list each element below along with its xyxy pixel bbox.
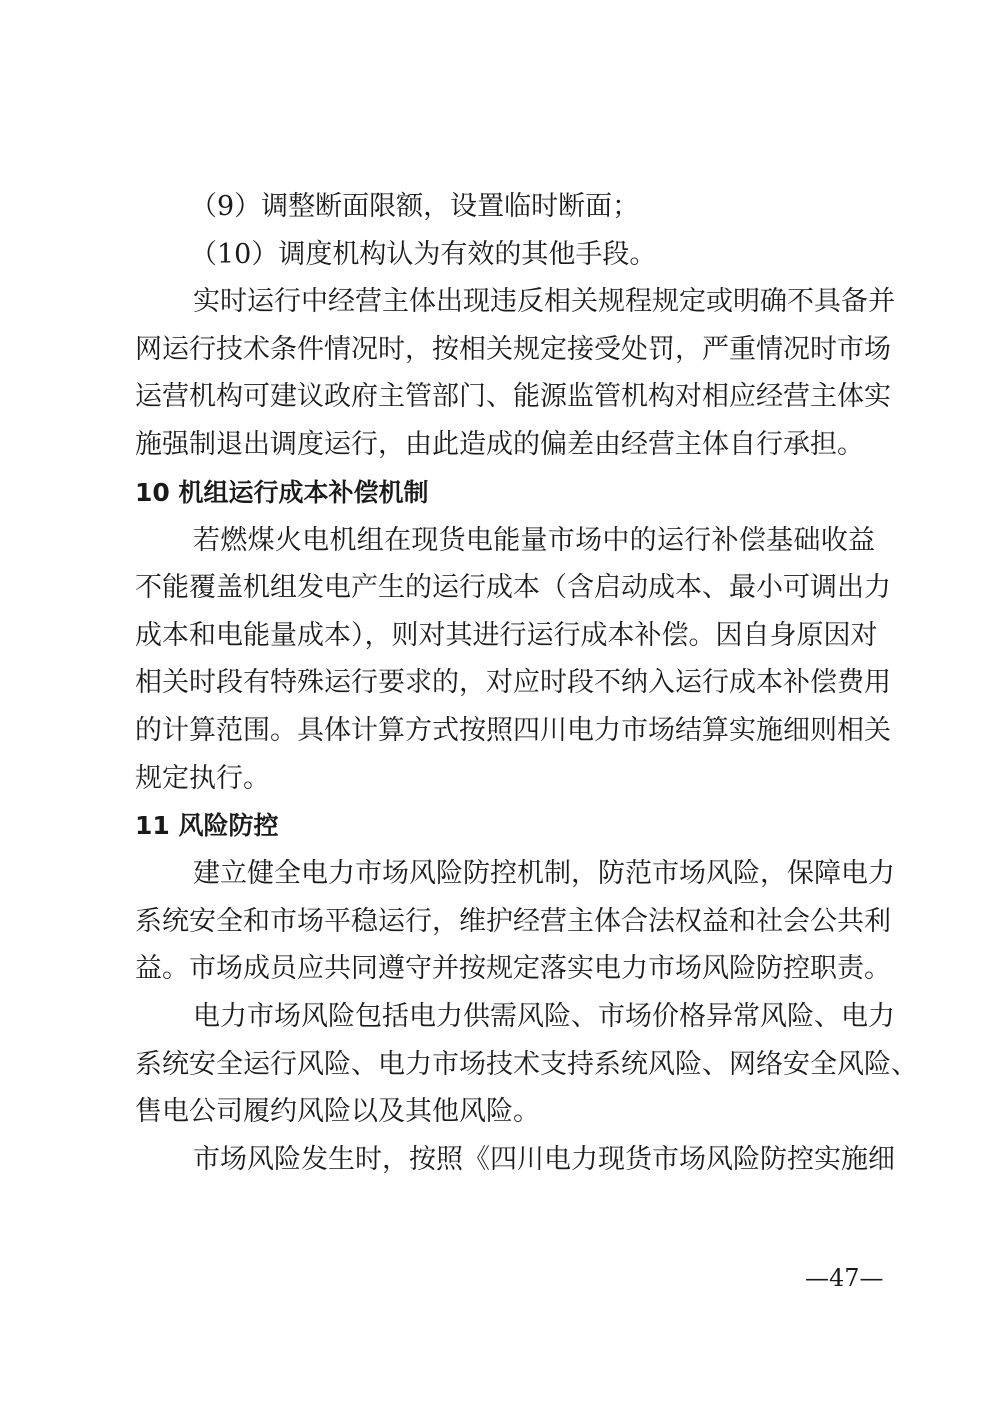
paragraph (135, 993, 918, 1136)
text-line: 不能覆盖机组发电产生的运行成本（含启动成本、最小可调出力 (135, 572, 891, 604)
text-line: 施强制退出调度运行，由此造成的偏差由经营主体自行承担。 (135, 428, 864, 460)
section-heading (135, 802, 875, 850)
paragraph (135, 278, 895, 468)
paragraph (135, 517, 891, 803)
text-line: 益。市场成员应共同遵守并按规定落实电力市场风险防控职责。 (135, 953, 891, 985)
text-line: 系统安全运行风险、电力市场技术支持系统风险、网络安全风险、 (135, 1048, 918, 1080)
text-line: （10）调度机构认为有效的其他手段。 (190, 238, 657, 270)
text-line: 实时运行中经营主体出现违反相关规程规定或明确不具备并 (193, 286, 895, 318)
text-line: 网运行技术条件情况时，按相关规定接受处罚，严重情况时市场 (135, 333, 891, 365)
text-line: 规定执行。 (135, 762, 270, 794)
page-number: —47— (805, 1264, 884, 1292)
text-line: 11 风险防控 (135, 811, 279, 841)
text-line: 运营机构可建议政府主管部门、能源监管机构对相应经营主体实 (135, 381, 891, 413)
text-line: 建立健全电力市场风险防控机制，防范市场风险，保障电力 (193, 858, 895, 890)
text-line: 电力市场风险包括电力供需风险、市场价格异常风险、电力 (193, 1000, 895, 1032)
text-line: 若燃煤火电机组在现货电能量市场中的运行补偿基础收益 (193, 524, 875, 556)
text-line: 相关时段有特殊运行要求的，对应时段不纳入运行成本补偿费用 (135, 667, 891, 699)
text-line: 的计算范围。具体计算方式按照四川电力市场结算实施细则相关 (135, 714, 891, 746)
text-line: 10 机组运行成本补偿机制 (135, 477, 429, 507)
text-line: 市场风险发生时，按照《四川电力现货市场风险防控实施细 (193, 1143, 895, 1175)
paragraph (135, 1136, 895, 1184)
document-body (135, 183, 918, 1183)
text-line: 售电公司履约风险以及其他风险。 (135, 1096, 540, 1128)
paragraph (135, 850, 895, 993)
list-item (135, 183, 875, 231)
section-heading (135, 469, 875, 517)
text-line: 成本和电能量成本），则对其进行运行成本补偿。因自身原因对 (135, 619, 878, 651)
text-line: 系统安全和市场平稳运行，维护经营主体合法权益和社会公共利 (135, 905, 891, 937)
text-line: （9）调整断面限额，设置临时断面； (190, 191, 640, 222)
list-item (135, 231, 875, 279)
